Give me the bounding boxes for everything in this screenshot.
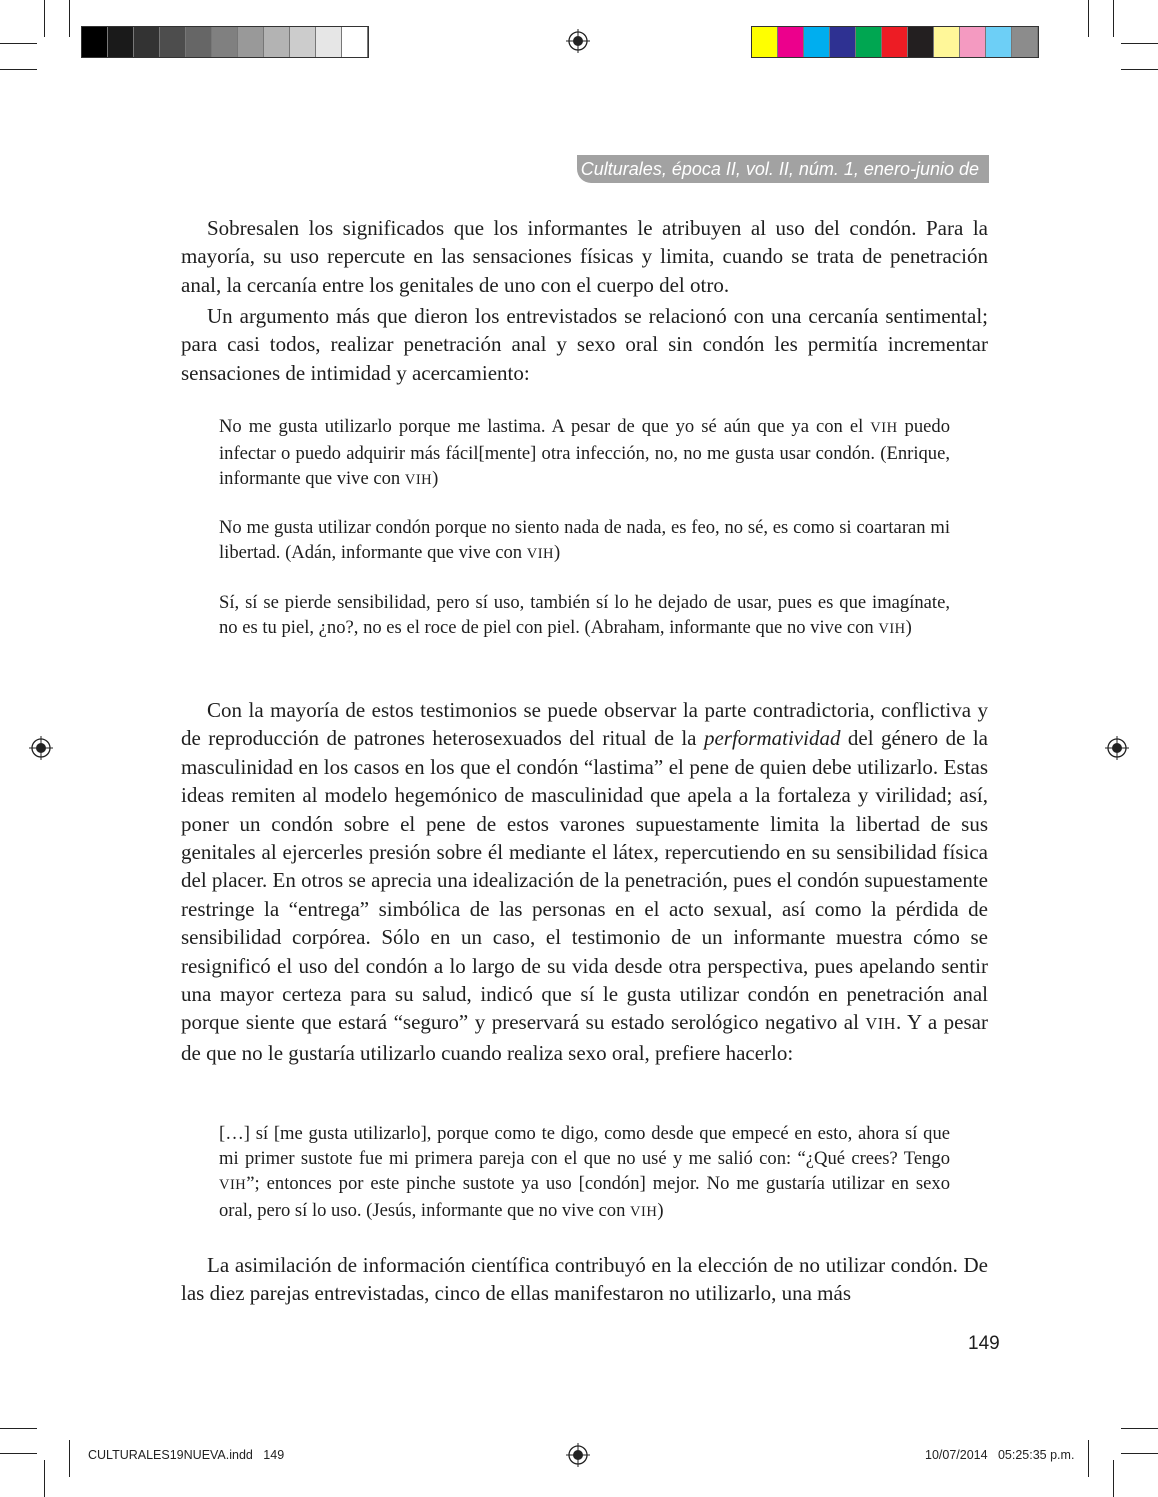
abbreviation: VIH [404, 472, 433, 488]
color-swatch [778, 27, 804, 57]
crop-mark [0, 1453, 37, 1454]
crop-mark [1121, 1428, 1158, 1429]
color-swatch [752, 27, 778, 57]
quote-text: No me gusta utilizarlo porque me lastima. A pesar de que yo sé aún que ya con el [219, 416, 871, 437]
color-swatch [1012, 27, 1038, 57]
block-quote [219, 414, 950, 493]
color-swatch [212, 27, 238, 57]
crop-mark [44, 0, 45, 37]
abbreviation: VIH [865, 1014, 896, 1034]
file-name: CULTURALES19NUEVA.indd 149 [88, 1448, 285, 1462]
abbreviation: VIH [630, 1204, 658, 1220]
paragraph [181, 214, 988, 299]
abbreviation: VIH [526, 546, 555, 562]
paragraph [181, 302, 988, 387]
crop-mark [1121, 69, 1158, 70]
color-swatch [908, 27, 934, 57]
block-quote [219, 590, 950, 642]
running-head: Culturales, época II, vol. II, núm. 1, enero-junio de 2014 [577, 155, 989, 183]
color-swatch [238, 27, 264, 57]
paragraph-text: Un argumento más que dieron los entrevistados se relacionó con una cercanía sentimental; para casi todos, realizar penetración anal y sexo oral sin condón les permitía incrementar sensaciones de intimidad y acercamiento: [181, 304, 988, 385]
paragraph-text: del género de la masculinidad en los casos en los que el condón “lastima” el pene de quien debe utilizarlo. Estas ideas remiten al modelo hegemónico de masculinidad que apela a la fortaleza y virilidad; así, poner un condón sobre el pene de estos varones supuestamente limita la libertad de sus genitales al ejercerles presión sobre él mediante el látex, repercutiendo en su sensibilidad física del placer. En otros se aprecia una idealización de la penetración, pues el condón supuestamente restringe la “entrega” simbólica de las personas en el acto sexual, así como la pérdida de sensibilidad corpórea. Sólo en un caso, el testimonio de un informante muestra cómo se resignificó el uso del condón a lo largo de su vida desde otra perspectiva, pues apelando sentir una mayor certeza para su salud, indicó que sí le gusta utilizar condón en penetración anal porque siente que estará “seguro” y preservará su estado serológico negativo al [181, 726, 989, 1035]
paragraph [181, 696, 988, 1067]
registration-mark-icon [1105, 736, 1129, 760]
paragraph [181, 1251, 988, 1308]
color-swatch [934, 27, 960, 57]
crop-mark [1088, 1440, 1089, 1477]
quote-text: ) [905, 617, 912, 638]
quote-text: ) [432, 468, 439, 489]
color-bar [751, 26, 1039, 58]
paragraph-text: . Y a pesar de que no le gustaría utilizarlo cuando realiza sexo oral, prefiere hacerlo: [181, 1010, 988, 1065]
crop-mark [0, 1428, 37, 1429]
color-swatch [290, 27, 316, 57]
color-swatch [134, 27, 160, 57]
crop-mark [1121, 43, 1158, 44]
paragraph-text: La asimilación de información científica contribuyó en la elección de no utilizar condón. De las diez parejas entrevistadas, cinco de ellas manifestaron no utilizarlo, una más [181, 1253, 988, 1306]
timestamp: 10/07/2014 05:25:35 p.m. [925, 1448, 1075, 1462]
color-swatch [316, 27, 342, 57]
registration-mark-icon [29, 736, 53, 760]
quote-text: […] sí [me gusta utilizarlo], porque como te digo, como desde que empecé en esto, ahora sí que mi primer sustote fue mi primera pareja con el que no usé y me salió con: “¿Qué crees? Tengo [219, 1123, 950, 1169]
color-swatch [264, 27, 290, 57]
color-swatch [82, 27, 108, 57]
color-swatch [856, 27, 882, 57]
registration-mark-icon [566, 1443, 590, 1467]
color-swatch [830, 27, 856, 57]
color-swatch [882, 27, 908, 57]
crop-mark [1121, 1453, 1158, 1454]
color-swatch [960, 27, 986, 57]
page-number: 149 [968, 1333, 1000, 1354]
color-swatch [108, 27, 134, 57]
crop-mark [44, 1460, 45, 1497]
color-swatch [160, 27, 186, 57]
grayscale-bar [81, 26, 369, 58]
crop-mark [0, 69, 37, 70]
emphasis: performatividad [703, 726, 841, 751]
quote-text: Sí, sí se pierde sensibilidad, pero sí uso, también sí lo he dejado de usar, pues es que imagínate, no es tu piel, ¿no?, no es el roce de piel con piel. (Abraham, informante que no vive con [219, 592, 950, 638]
quote-text: ”; entonces por este pinche sustote ya uso [condón] mejor. No me gustaría utilizar en sexo oral, pero sí lo uso. (Jesús, informante que no vive con [219, 1173, 950, 1221]
abbreviation: VIH [878, 621, 906, 637]
crop-mark [0, 43, 37, 44]
color-swatch [342, 27, 368, 57]
block-quote [219, 1121, 950, 1225]
abbreviation: VIH [219, 1177, 247, 1193]
abbreviation: VIH [870, 420, 898, 436]
block-quote [219, 515, 950, 567]
quote-text: ) [554, 542, 561, 563]
quote-text: No me gusta utilizar condón porque no siento nada de nada, es feo, no sé, es como si coartaran mi libertad. (Adán, informante que vive con [219, 517, 950, 563]
crop-mark [69, 1440, 70, 1477]
crop-mark [1088, 0, 1089, 37]
crop-mark [1113, 0, 1114, 37]
quote-text: ) [657, 1200, 664, 1221]
paragraph-text: Con la mayoría de estos testimonios se puede observar la parte contradictoria, conflictiva y de reproducción de patrones heterosexuados del ritual de la [181, 698, 988, 751]
color-swatch [986, 27, 1012, 57]
color-swatch [186, 27, 212, 57]
registration-mark-icon [566, 29, 590, 53]
color-swatch [804, 27, 830, 57]
crop-mark [69, 0, 70, 37]
paragraph-text: Sobresalen los significados que los informantes le atribuyen al uso del condón. Para la mayoría, su uso repercute en las sensaciones físicas y limita, cuando se trata de penetración anal, la cercanía entre los genitales de uno con el cuerpo del otro. [181, 216, 988, 297]
crop-mark [1113, 1460, 1114, 1497]
quote-text: puedo infectar o puedo adquirir más fácil[mente] otra infección, no, no me gusta usar condón. (Enrique, informante que vive con [219, 416, 950, 489]
